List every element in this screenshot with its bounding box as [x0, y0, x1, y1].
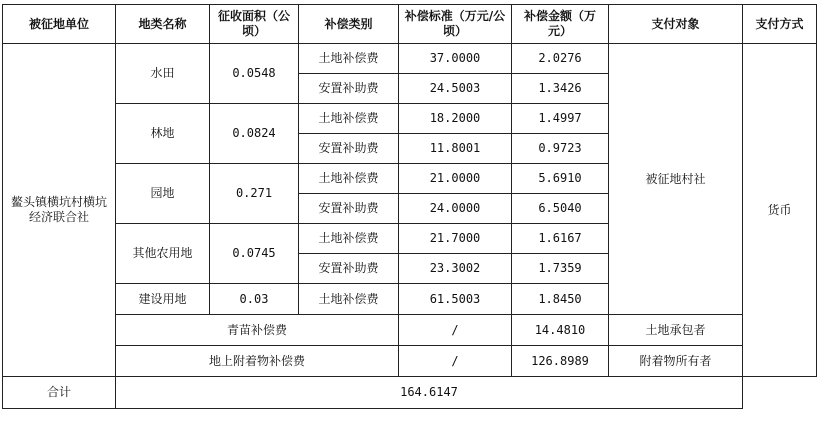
- payee-cell: 土地承包者: [609, 315, 743, 346]
- header-payee: 支付对象: [609, 5, 743, 44]
- table-row: [3, 315, 817, 346]
- total-label-cell: 合计: [3, 377, 116, 409]
- category-cell: 安置补助费: [299, 74, 399, 104]
- amount-cell: 1.7359: [512, 254, 609, 284]
- amount-cell: 2.0276: [512, 44, 609, 74]
- category-cell: 安置补助费: [299, 194, 399, 224]
- amount-cell: 0.9723: [512, 134, 609, 164]
- payee-cell: 被征地村社: [609, 44, 743, 315]
- standard-cell: 24.0000: [399, 194, 512, 224]
- standard-cell: 23.3002: [399, 254, 512, 284]
- land-type-cell: 园地: [116, 164, 210, 224]
- header-unit: 被征地单位: [3, 5, 116, 44]
- area-cell: 0.271: [210, 164, 299, 224]
- amount-cell: 1.3426: [512, 74, 609, 104]
- amount-cell: 6.5040: [512, 194, 609, 224]
- standard-cell: /: [399, 346, 512, 377]
- category-cell: 安置补助费: [299, 134, 399, 164]
- total-value-cell: 164.6147: [116, 377, 743, 409]
- header-category: 补偿类别: [299, 5, 399, 44]
- land-type-cell: 建设用地: [116, 284, 210, 315]
- compensation-table: [2, 4, 817, 409]
- special-label-cell: 地上附着物补偿费: [116, 346, 399, 377]
- payee-cell: 附着物所有者: [609, 346, 743, 377]
- standard-cell: 21.7000: [399, 224, 512, 254]
- amount-cell: 14.4810: [512, 315, 609, 346]
- land-type-cell: 水田: [116, 44, 210, 104]
- total-row: [3, 377, 817, 409]
- area-cell: 0.0824: [210, 104, 299, 164]
- amount-cell: 1.6167: [512, 224, 609, 254]
- amount-cell: 5.6910: [512, 164, 609, 194]
- standard-cell: 11.8001: [399, 134, 512, 164]
- header-row: [3, 5, 817, 44]
- category-cell: 土地补偿费: [299, 164, 399, 194]
- category-cell: 安置补助费: [299, 254, 399, 284]
- payment-method-cell: 货币: [743, 44, 817, 377]
- area-cell: 0.0548: [210, 44, 299, 104]
- unit-name-cell: 鳌头镇横坑村横坑经济联合社: [3, 44, 116, 377]
- standard-cell: 61.5003: [399, 284, 512, 315]
- standard-cell: 18.2000: [399, 104, 512, 134]
- amount-cell: 1.4997: [512, 104, 609, 134]
- header-method: 支付方式: [743, 5, 817, 44]
- special-label-cell: 青苗补偿费: [116, 315, 399, 346]
- land-type-cell: 林地: [116, 104, 210, 164]
- table-row: [3, 44, 817, 74]
- amount-cell: 1.8450: [512, 284, 609, 315]
- table-row: [3, 346, 817, 377]
- standard-cell: /: [399, 315, 512, 346]
- header-standard: 补偿标准（万元/公顷）: [399, 5, 512, 44]
- standard-cell: 21.0000: [399, 164, 512, 194]
- category-cell: 土地补偿费: [299, 104, 399, 134]
- category-cell: 土地补偿费: [299, 44, 399, 74]
- area-cell: 0.03: [210, 284, 299, 315]
- area-cell: 0.0745: [210, 224, 299, 284]
- land-type-cell: 其他农用地: [116, 224, 210, 284]
- category-cell: 土地补偿费: [299, 224, 399, 254]
- header-land-type: 地类名称: [116, 5, 210, 44]
- category-cell: 土地补偿费: [299, 284, 399, 315]
- header-area: 征收面积（公顷）: [210, 5, 299, 44]
- standard-cell: 24.5003: [399, 74, 512, 104]
- header-amount: 补偿金额（万元）: [512, 5, 609, 44]
- amount-cell: 126.8989: [512, 346, 609, 377]
- standard-cell: 37.0000: [399, 44, 512, 74]
